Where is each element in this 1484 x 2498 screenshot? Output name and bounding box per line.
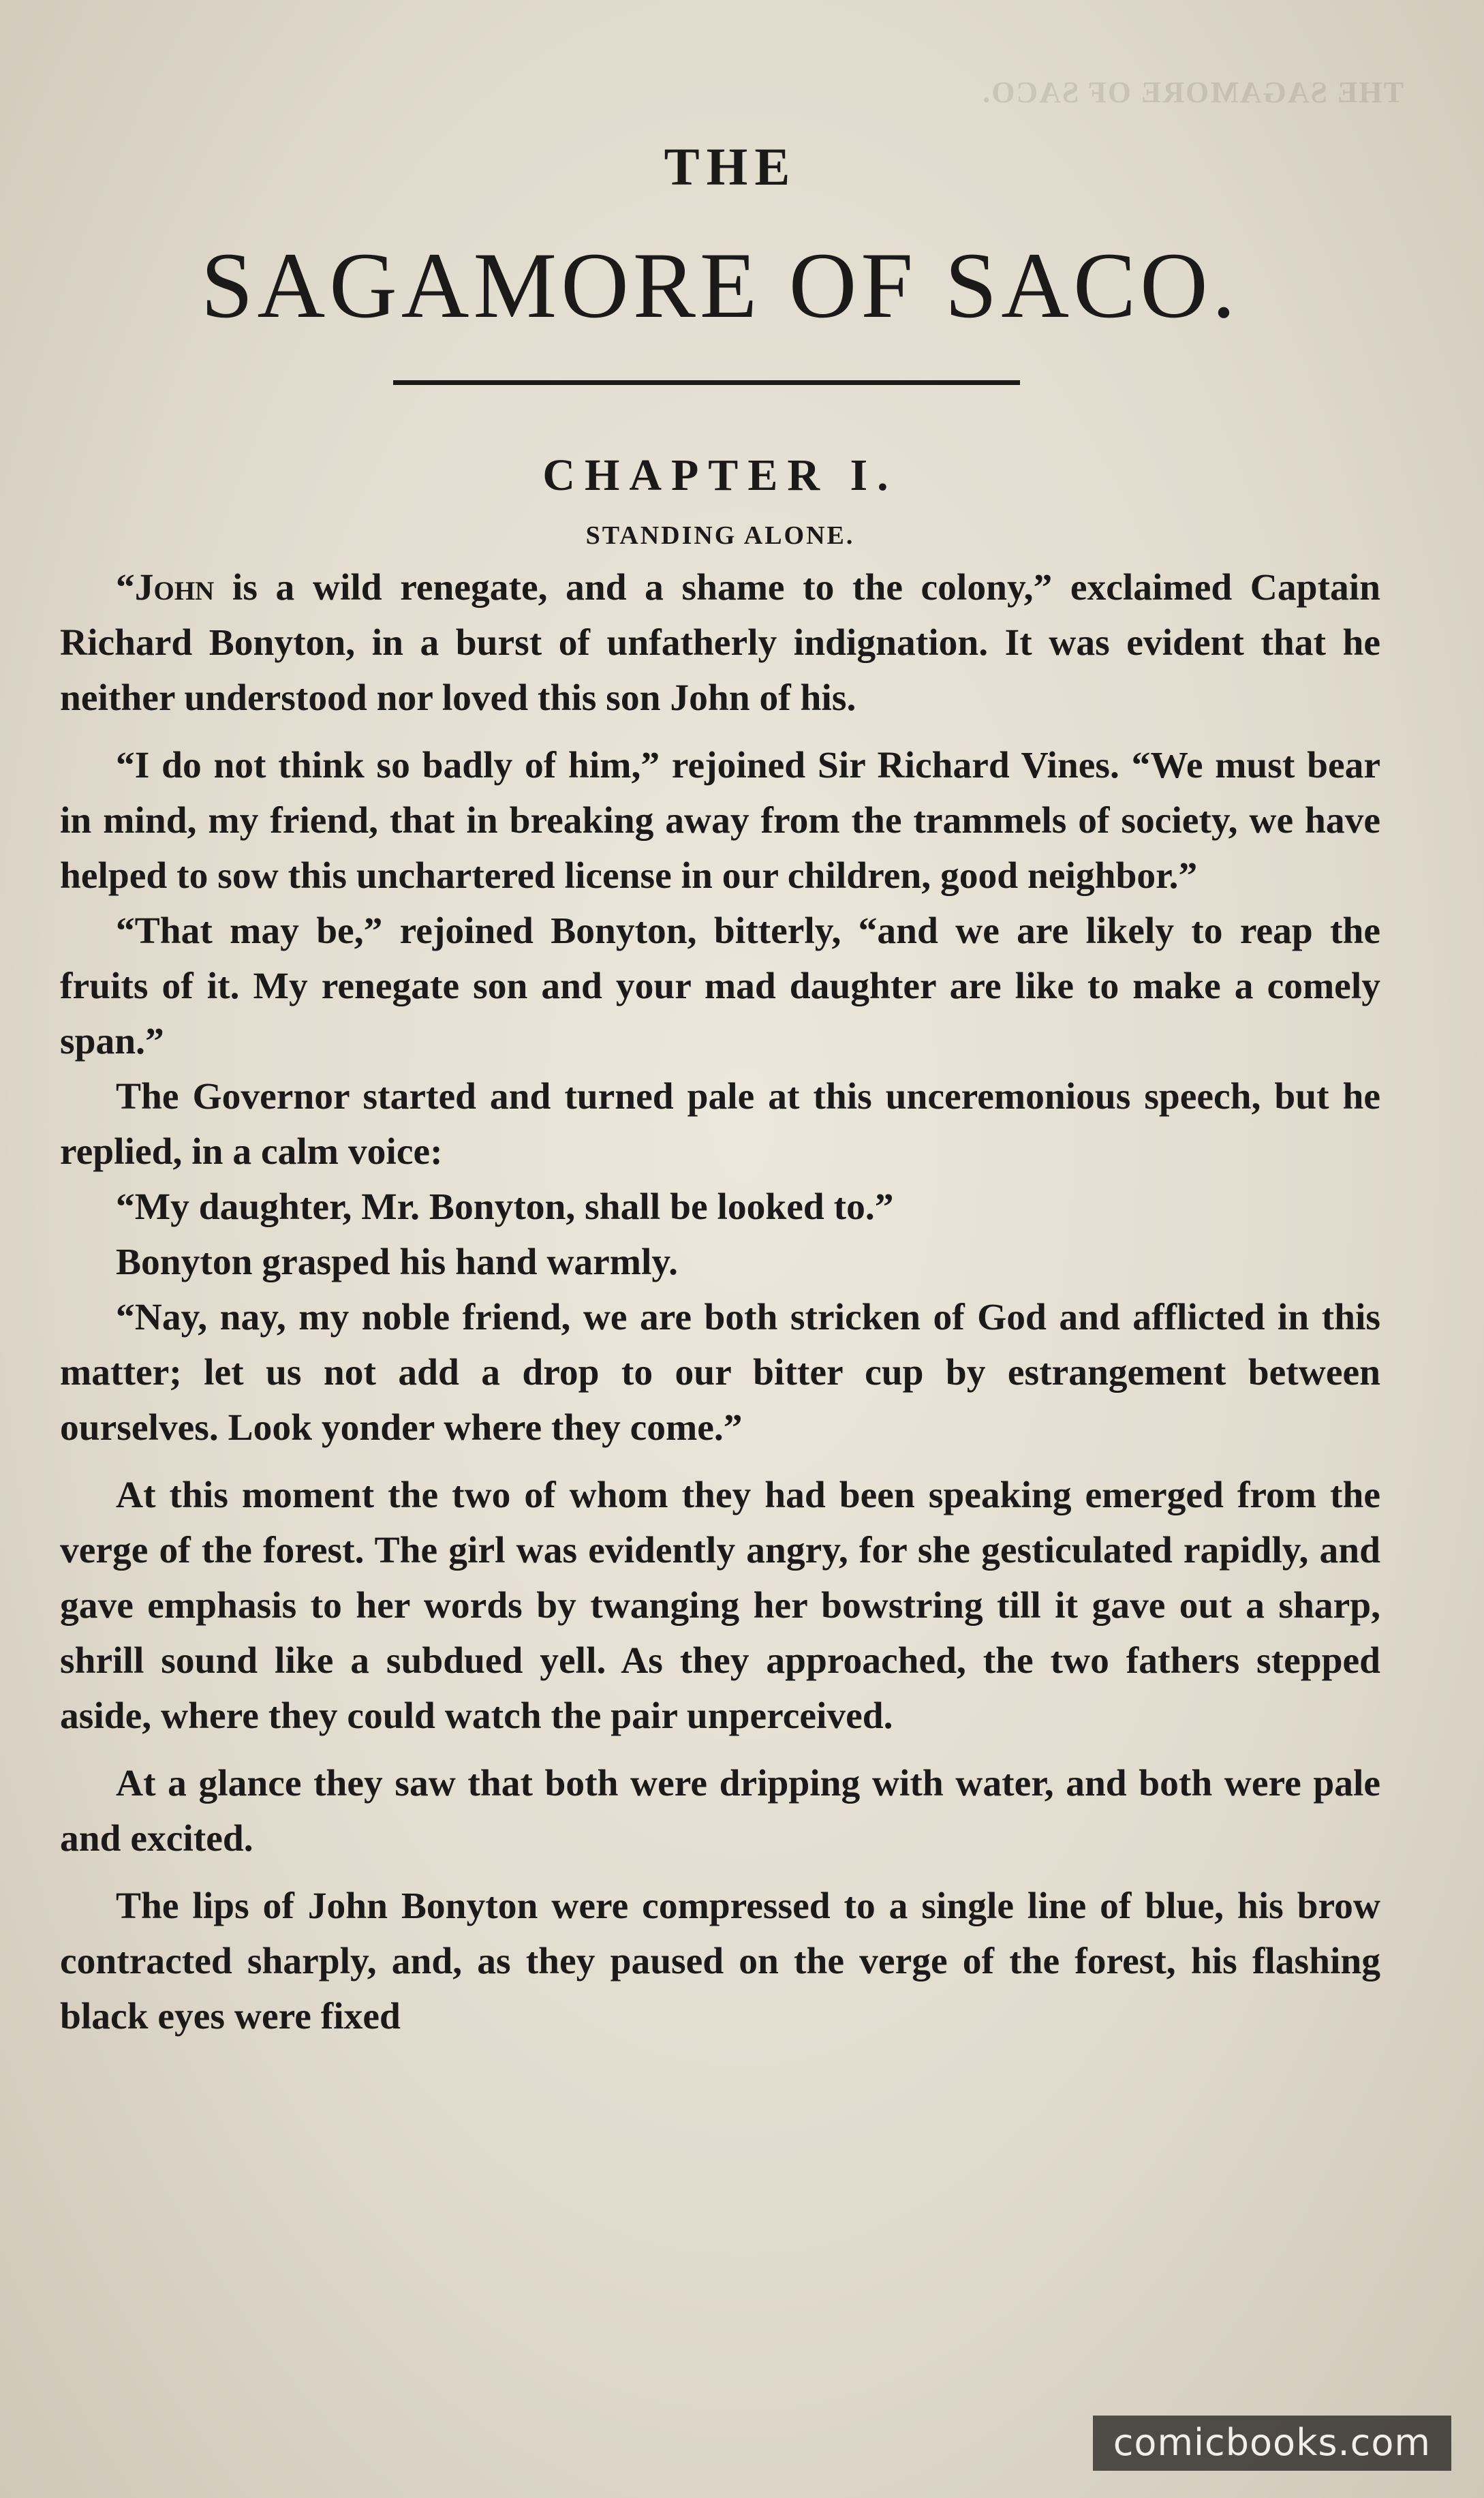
title-rule — [393, 380, 1020, 385]
book-title: SAGAMORE OF SACO. — [200, 233, 1240, 337]
paragraph: “Nay, nay, my noble friend, we are both stricken of God and afflicted in this matter; let us not add a drop to our bitter cup by estrangement between ourselves. Look yonder where they come.” — [60, 1297, 1380, 1449]
paragraph: “I do not think so badly of him,” rejoined Sir Richard Vines. “We must bear in mind, my friend, that in breaking away from the trammels of society, we have helped to sow this unchartered license in our children, good neighbor.” — [60, 745, 1380, 897]
paragraph-text: is a wild renegate, and a shame to the colony,” exclaimed Captain Richard Bonyton, in a burst of unfatherly indignation. It was evident that he neither understood nor loved this son John of his. — [60, 567, 1380, 719]
page-content — [60, 136, 1380, 2044]
chapter-subtitle: STANDING ALONE. — [585, 521, 855, 550]
paragraph-lead: “John — [116, 567, 215, 608]
paragraph: “My daughter, Mr. Bonyton, shall be looked to.” — [116, 1186, 894, 1228]
site-watermark: comicbooks.com — [1093, 2416, 1451, 2471]
bleed-through-text: THE SAGAMORE OF SACO. — [981, 76, 1404, 109]
paragraph: “That may be,” rejoined Bonyton, bitterly, “and we are likely to reap the fruits of it. My renegate son and your mad daughter are like to make a comely span.” — [60, 910, 1380, 1062]
chapter-body — [60, 560, 1380, 2044]
chapter-heading: CHAPTER I. — [542, 450, 898, 500]
paragraph: The lips of John Bonyton were compressed to a single line of blue, his brow contracted sharply, and, as they paused on the verge of the forest, his flashing black eyes were fixed — [60, 1885, 1380, 2037]
paragraph: At this moment the two of whom they had been speaking emerged from the verge of the forest. The girl was evidently angry, for she gesticulated rapidly, and gave emphasis to her words by twanging her bowstring till it gave out a sharp, shrill sound like a subdued yell. As they approached, the two fathers stepped aside, where they could watch the pair unperceived. — [60, 1475, 1380, 1737]
paragraph: Bonyton grasped his hand warmly. — [116, 1242, 678, 1283]
title-article: THE — [664, 137, 797, 196]
paragraph: At a glance they saw that both were dripping with water, and both were pale and excited. — [60, 1763, 1380, 1860]
paragraph: The Governor started and turned pale at this unceremonious speech, but he replied, in a calm voice: — [60, 1076, 1380, 1173]
paragraph — [60, 560, 1380, 726]
